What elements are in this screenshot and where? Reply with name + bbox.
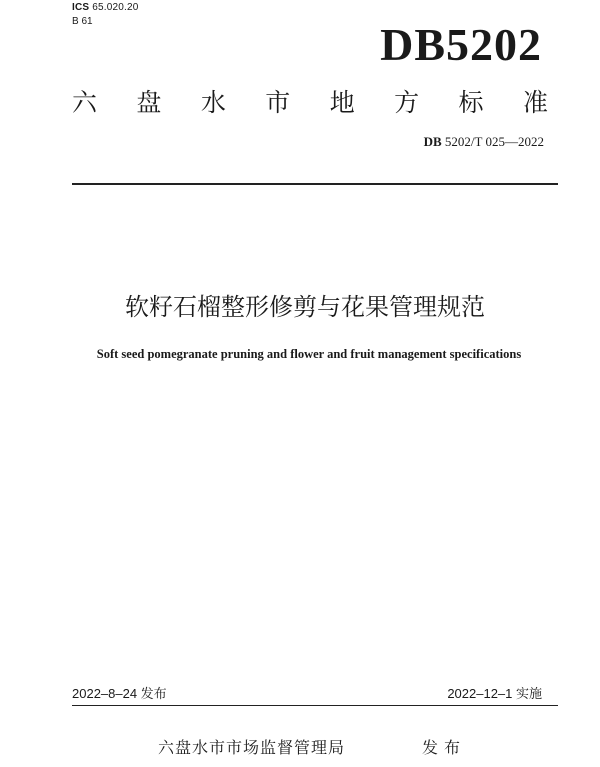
title-chinese: 软籽石榴整形修剪与花果管理规范 xyxy=(125,293,485,321)
title-english: Soft seed pomegranate pruning and flower and fruit management specifications xyxy=(96,347,522,361)
authority-char: 盘 xyxy=(136,88,162,117)
standard-number xyxy=(424,134,544,150)
ics-code: 65.020.20 xyxy=(92,2,139,13)
authority-char: 地 xyxy=(329,88,355,117)
publisher-name: 六盘水市市场监督管理局 xyxy=(158,738,346,757)
authority-char: 方 xyxy=(394,88,420,117)
authority-char: 准 xyxy=(522,88,548,117)
header-divider xyxy=(72,183,558,185)
standard-number-value: 5202/T 025—2022 xyxy=(444,134,544,149)
issue-date: 2022‒8‒24 发布 xyxy=(72,686,167,701)
ics-label: ICS xyxy=(72,2,90,13)
standard-prefix: DB xyxy=(423,134,442,149)
authority-char: 水 xyxy=(200,88,226,117)
implementation-date: 2022‒12‒1 实施 xyxy=(447,686,542,701)
publish-label: 发布 xyxy=(422,738,467,757)
authority-char: 标 xyxy=(458,88,484,117)
issuing-authority-line xyxy=(72,88,548,118)
ccs-code: B 61 xyxy=(72,16,93,27)
authority-char: 六 xyxy=(72,88,98,117)
footer-divider xyxy=(72,705,558,706)
db-standard-code: DB5202 xyxy=(380,19,542,70)
authority-char: 市 xyxy=(265,88,291,117)
ics-classification xyxy=(72,2,139,14)
